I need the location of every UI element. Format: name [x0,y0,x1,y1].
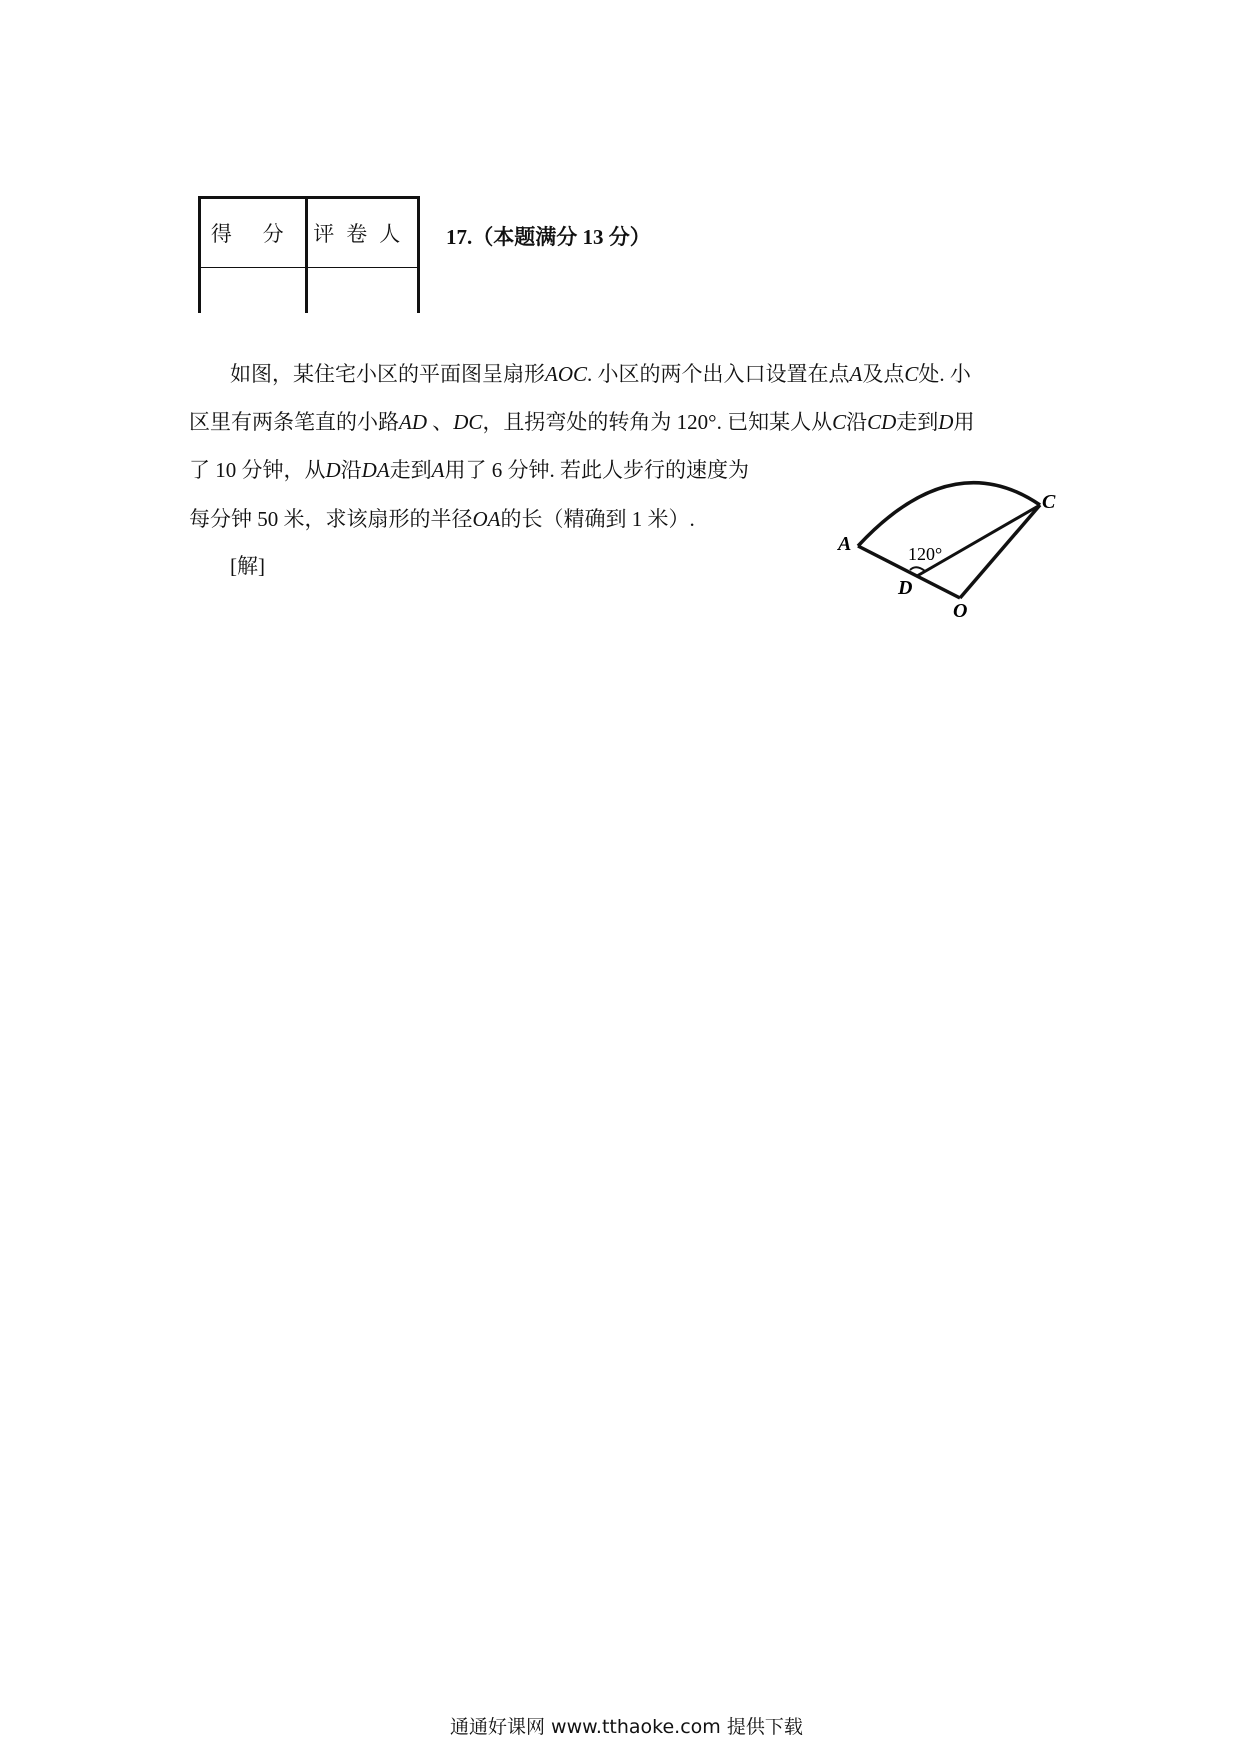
score-cell[interactable] [200,268,307,314]
question-line-1: 如图，某住宅小区的平面图呈扇形AOC. 小区的两个出入口设置在点A及点C处. 小 [230,362,971,386]
sector-figure [830,480,1070,630]
label-A: A [838,533,852,555]
angle-mark [910,567,925,571]
segment-CO [960,505,1040,598]
grader-cell[interactable] [307,268,419,314]
score-table [198,196,420,313]
footer-credit: 通通好课网 www.tthaoke.com 提供下载 [450,1716,803,1738]
question-line-3: 了 10 分钟，从D沿DA走到A用了 6 分钟. 若此人步行的速度为 [189,458,749,482]
label-D: D [898,577,913,599]
question-line-4: 每分钟 50 米，求该扇形的半径OA的长（精确到 1 米）. [189,507,695,531]
grader-header: 评卷人 [307,198,419,268]
angle-label: 120° [908,544,943,564]
question-title: 17.（本题满分 13 分） [446,225,651,249]
label-O: O [953,600,968,622]
question-line-2: 区里有两条笔直的小路AD 、DC，且拐弯处的转角为 120°. 已知某人从C沿CD走到D用 [189,410,975,434]
answer-label: [解] [230,554,265,578]
score-header: 得 分 [200,198,307,268]
segment-CD [917,505,1040,576]
label-C: C [1042,491,1056,513]
